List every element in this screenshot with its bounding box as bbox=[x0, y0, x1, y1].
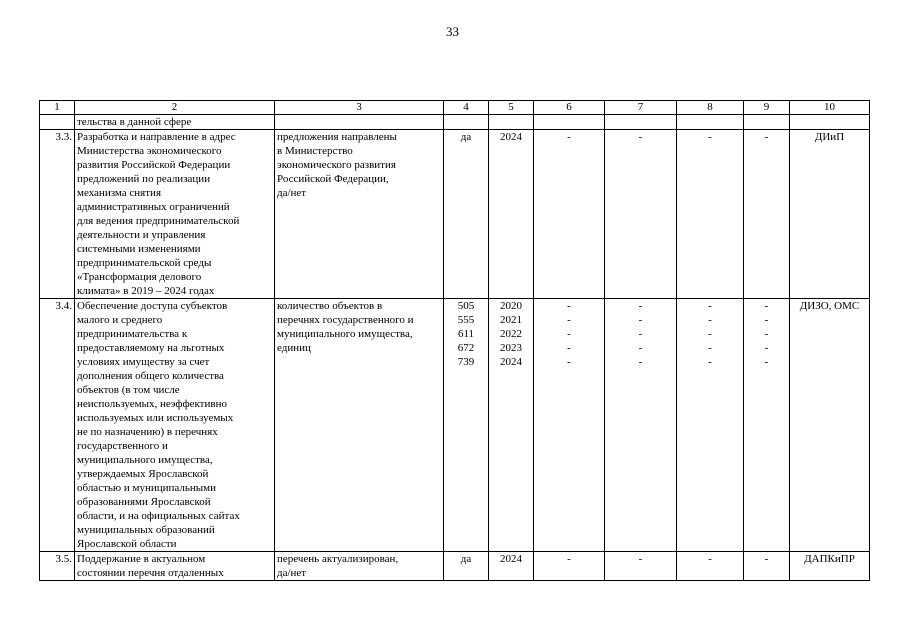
year-cell-line: 2024 bbox=[500, 131, 522, 143]
year-cell-line: 2020 bbox=[500, 300, 522, 312]
description-line: области, и на официальных сайтах bbox=[77, 510, 240, 522]
description-line: деятельности и управления bbox=[77, 229, 206, 241]
indicator-line: Российской Федерации, bbox=[277, 173, 389, 185]
description-line: государственного и bbox=[77, 440, 168, 452]
col7-cell-line: - bbox=[638, 553, 643, 565]
description-line: объектов (в том числе bbox=[77, 384, 180, 396]
col8-cell bbox=[677, 130, 744, 299]
description-line: условиях имуществу за счет bbox=[77, 356, 210, 368]
col8-cell bbox=[677, 552, 744, 581]
value-cell bbox=[444, 299, 489, 552]
header-cell: 1 bbox=[40, 101, 75, 115]
col7-cell bbox=[605, 130, 677, 299]
header-cell: 4 bbox=[444, 101, 489, 115]
col9-cell-line: - bbox=[764, 328, 769, 340]
col6-cell-line: - bbox=[567, 553, 571, 565]
indicator-line: перечнях государственного и bbox=[277, 314, 414, 326]
indicator-line: количество объектов в bbox=[277, 300, 383, 312]
indicator-cell bbox=[275, 299, 444, 552]
col9-cell-line: - bbox=[764, 314, 769, 326]
header-cell: 8 bbox=[677, 101, 744, 115]
table-row bbox=[40, 552, 870, 581]
table-rows bbox=[40, 130, 870, 581]
header-cell: 9 bbox=[744, 101, 790, 115]
col8-cell-line: - bbox=[708, 356, 712, 368]
description-line: областью и муниципальными bbox=[77, 482, 217, 494]
col6-cell-line: - bbox=[567, 131, 571, 143]
description-line: Поддержание в актуальном bbox=[77, 553, 206, 565]
year-cell-line: 2024 bbox=[500, 356, 522, 368]
col6-cell bbox=[534, 552, 605, 581]
year-cell bbox=[489, 299, 534, 552]
activity-description-cell bbox=[75, 299, 275, 552]
indicator-line: экономического развития bbox=[277, 159, 396, 171]
indicator-line: муниципального имущества, bbox=[277, 328, 413, 340]
value-cell-line: 555 bbox=[457, 314, 475, 326]
col7-cell-line: - bbox=[638, 342, 643, 354]
indicator-line: да/нет bbox=[277, 187, 307, 199]
description-line: предоставляемому на льготных bbox=[77, 342, 225, 354]
year-cell-line: 2021 bbox=[500, 314, 522, 326]
description-line: неиспользуемых, неэффективно bbox=[77, 398, 227, 410]
row-number-cell: 3.4. bbox=[40, 299, 75, 552]
value-cell bbox=[444, 130, 489, 299]
header-cell: 5 bbox=[489, 101, 534, 115]
description-line: предпринимательства к bbox=[77, 328, 188, 340]
description-line: для ведения предпринимательской bbox=[77, 215, 240, 227]
description-line: административных ограничений bbox=[77, 201, 230, 213]
header-cell: 3 bbox=[275, 101, 444, 115]
responsible-cell: ДИЗО, ОМС bbox=[790, 299, 870, 552]
responsible-cell: ДАПКиПР bbox=[790, 552, 870, 581]
description-line: муниципальных образований bbox=[77, 524, 215, 536]
value-cell bbox=[444, 552, 489, 581]
col7-cell bbox=[605, 299, 677, 552]
description-line: утверждаемых Ярославской bbox=[77, 468, 209, 480]
year-cell-line: 2022 bbox=[500, 328, 522, 340]
header-cell: 7 bbox=[605, 101, 677, 115]
description-line: предпринимательской среды bbox=[77, 257, 212, 269]
description-line: малого и среднего bbox=[77, 314, 163, 326]
col8-cell-line: - bbox=[708, 342, 712, 354]
col6-cell-line: - bbox=[567, 328, 571, 340]
value-cell-line: да bbox=[460, 553, 472, 565]
description-line: муниципального имущества, bbox=[77, 454, 213, 466]
indicator-line: перечень актуализирован, bbox=[277, 553, 399, 565]
col7-cell bbox=[605, 552, 677, 581]
col9-cell-line: - bbox=[764, 553, 769, 565]
indicator-cell bbox=[275, 552, 444, 581]
header-cell: 2 bbox=[75, 101, 275, 115]
indicator-line: единиц bbox=[277, 342, 311, 354]
description-line: образованиями Ярославской bbox=[77, 496, 211, 508]
col7-cell-line: - bbox=[638, 328, 643, 340]
indicator-line: предложения направлены bbox=[277, 131, 397, 143]
value-cell-line: 505 bbox=[457, 300, 475, 312]
description-line: состоянии перечня отдаленных bbox=[77, 567, 224, 579]
indicator-line: да/нет bbox=[277, 567, 307, 579]
col7-cell-line: - bbox=[638, 131, 643, 143]
col8-cell-line: - bbox=[708, 553, 712, 565]
value-cell-line: 611 bbox=[457, 328, 475, 340]
activity-description-cell bbox=[75, 130, 275, 299]
table-row bbox=[40, 299, 870, 552]
col9-cell bbox=[744, 552, 790, 581]
col9-cell-line: - bbox=[764, 300, 769, 312]
col6-cell bbox=[534, 299, 605, 552]
col6-cell bbox=[534, 130, 605, 299]
col6-cell-line: - bbox=[567, 342, 571, 354]
value-cell-line: 672 bbox=[457, 342, 475, 354]
col7-cell-line: - bbox=[638, 356, 643, 368]
col8-cell-line: - bbox=[708, 328, 712, 340]
col8-cell-line: - bbox=[708, 300, 712, 312]
value-cell-line: 739 bbox=[457, 356, 475, 368]
year-cell-line: 2023 bbox=[500, 342, 522, 354]
description-line: «Трансформация делового bbox=[77, 271, 202, 283]
description-line: климата» в 2019 – 2024 годах bbox=[77, 285, 215, 297]
year-cell bbox=[489, 130, 534, 299]
col8-cell bbox=[677, 299, 744, 552]
description-line: не по назначению) в перечнях bbox=[77, 426, 218, 438]
year-cell bbox=[489, 552, 534, 581]
value-cell-line: да bbox=[460, 131, 472, 143]
col6-cell-line: - bbox=[567, 300, 571, 312]
col7-cell-line: - bbox=[638, 314, 643, 326]
column-number-row bbox=[40, 101, 870, 115]
row-number-cell: 3.5. bbox=[40, 552, 75, 581]
responsible-cell: ДИиП bbox=[790, 130, 870, 299]
page-number: 33 bbox=[446, 24, 459, 39]
description-line: предложений по реализации bbox=[77, 173, 211, 185]
continuation-text: тельства в данной сфере bbox=[75, 115, 275, 130]
description-line: дополнения общего количества bbox=[77, 370, 224, 382]
header-cell: 6 bbox=[534, 101, 605, 115]
col8-cell-line: - bbox=[708, 314, 712, 326]
col9-cell-line: - bbox=[764, 131, 769, 143]
row-number-cell: 3.3. bbox=[40, 130, 75, 299]
description-line: развития Российской Федерации bbox=[77, 159, 231, 171]
indicator-line: в Министерство bbox=[277, 145, 353, 157]
description-line: используемых или используемых bbox=[77, 412, 234, 424]
col8-cell-line: - bbox=[708, 131, 712, 143]
activity-description-cell bbox=[75, 552, 275, 581]
description-line: системными изменениями bbox=[77, 243, 201, 255]
col6-cell-line: - bbox=[567, 356, 571, 368]
col9-cell bbox=[744, 299, 790, 552]
header-cell: 10 bbox=[790, 101, 870, 115]
year-cell-line: 2024 bbox=[500, 553, 522, 565]
col9-cell-line: - bbox=[764, 342, 769, 354]
indicator-cell bbox=[275, 130, 444, 299]
description-line: Разработка и направление в адрес bbox=[77, 131, 236, 143]
description-line: Ярославской области bbox=[77, 538, 177, 550]
table-row bbox=[40, 130, 870, 299]
description-line: Министерства экономического bbox=[77, 145, 222, 157]
col9-cell-line: - bbox=[764, 356, 769, 368]
description-line: Обеспечение доступа субъектов bbox=[77, 300, 228, 312]
description-line: механизма снятия bbox=[77, 187, 161, 199]
col7-cell-line: - bbox=[638, 300, 643, 312]
continuation-row bbox=[40, 115, 870, 130]
col6-cell-line: - bbox=[567, 314, 571, 326]
plan-table bbox=[39, 100, 870, 581]
col9-cell bbox=[744, 130, 790, 299]
